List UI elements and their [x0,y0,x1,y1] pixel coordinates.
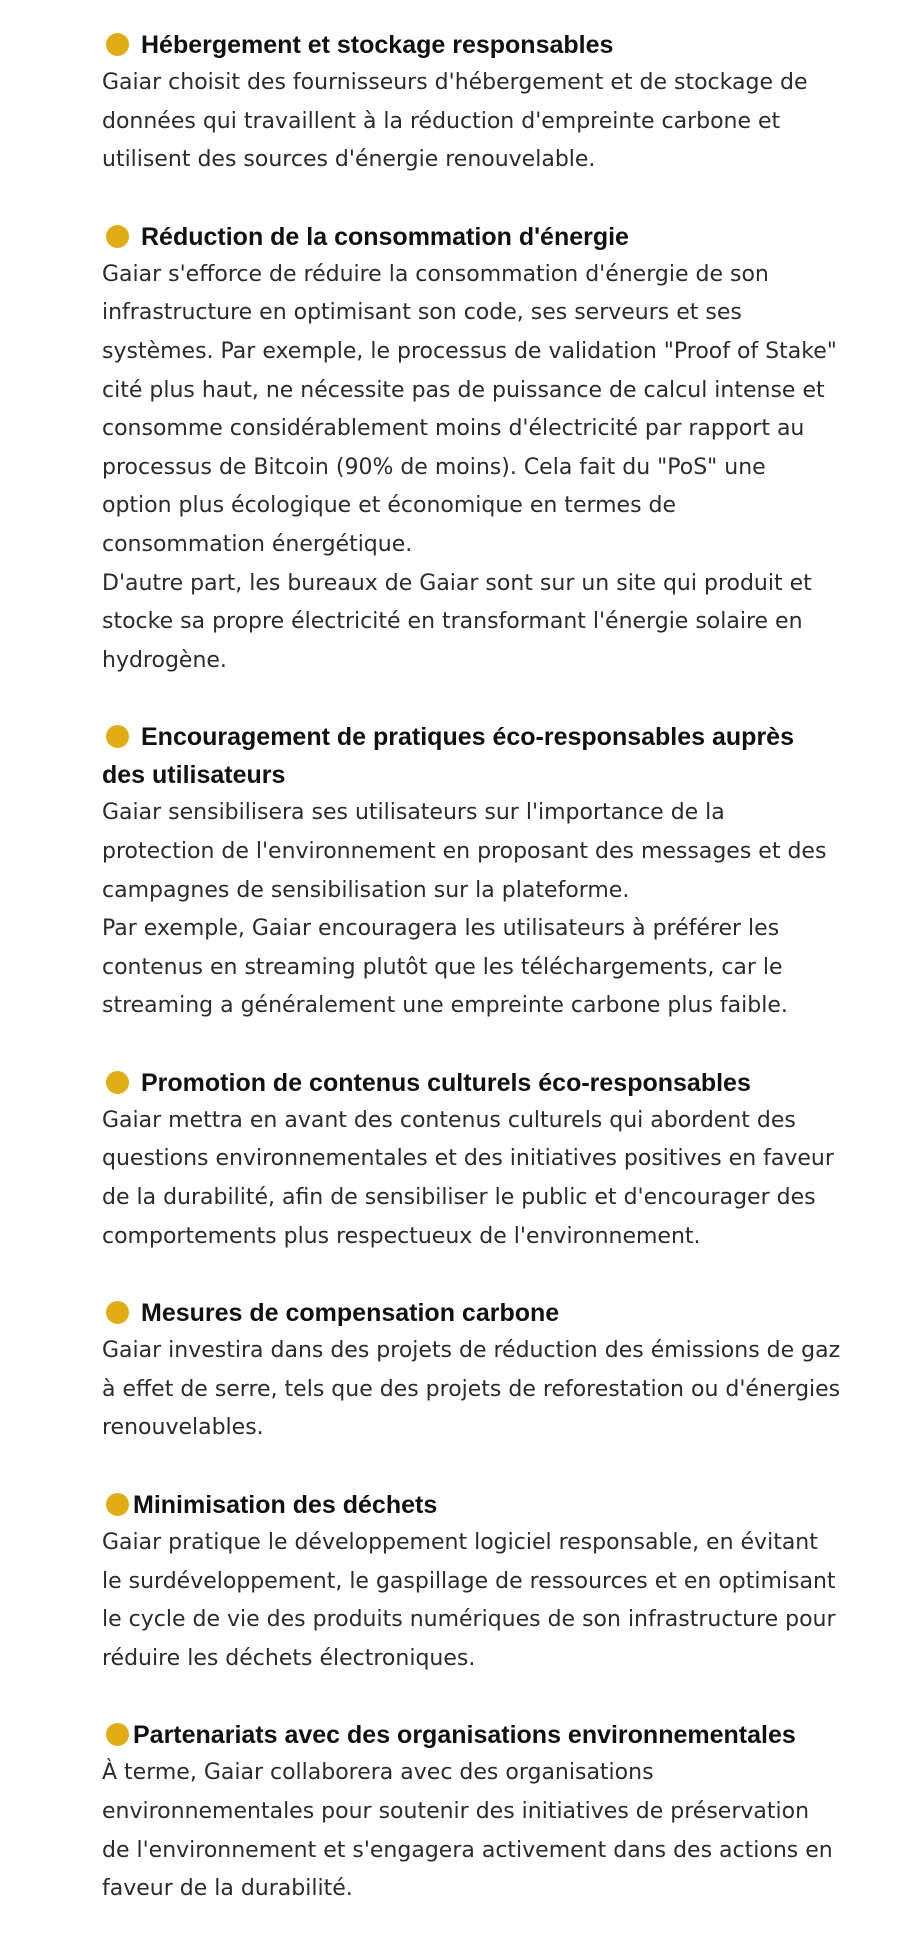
section-paragraph: Gaiar choisit des fournisseurs d'hébergement et de stockage de données qui travaillent à la réduction d'empreinte carbone et utilisent des sources d'énergie renouvelable. [102,70,808,173]
section-paragraph: Gaiar investira dans des projets de réduction des émissions de gaz à effet de serre, tels que des projets de reforestation ou d'énergies renouvelables. [102,1338,841,1441]
section-heading [102,218,842,256]
section-heading [102,1486,842,1524]
section-heading [102,1716,842,1754]
section-heading-text: Encouragement de pratiques éco-responsables auprès des utilisateurs [102,723,794,790]
section-paragraph: Gaiar pratique le développement logiciel responsable, en évitant le surdéveloppement, le gaspillage de ressources et en optimisant le cycle de vie des produits numériques de son infrastructure pour réduire les déchets électroniques. [102,1530,836,1671]
section-paragraph: Gaiar sensibilisera ses utilisateurs sur l'importance de la protection de l'environnement en proposant des messages et des campagnes de sensibilisation sur la plateforme. [102,800,827,903]
section-paragraph: D'autre part, les bureaux de Gaiar sont sur un site qui produit et stocke sa propre électricité en transformant l'énergie solaire en hydrogène. [102,570,812,673]
bullet-dot-icon [106,1071,129,1094]
section-heading-text: Réduction de la consommation d'énergie [141,222,629,251]
section-eco-practices [102,718,842,1026]
section-carbon-offset [102,1294,842,1448]
section-cultural-content [102,1064,842,1256]
document-body [102,26,842,1947]
section-paragraph: Gaiar s'efforce de réduire la consommation d'énergie de son infrastructure en optimisant son code, ses serveurs et ses systèmes. Par exemple, le processus de validation "Proof of Stake" cité plus haut, ne nécessite pas de puissance de calcul intense et consomme considérablement moins d'électricité par rapport au processus de Bitcoin (90% de moins). Cela fait du "PoS" une option plus écologique et économique en termes de consommation énergétique. [102,261,837,557]
bullet-dot-icon [106,33,129,56]
section-paragraph: Gaiar mettra en avant des contenus culturels qui abordent des questions environnementales et des initiatives positives en faveur de la durabilité, afin de sensibiliser le public et d'encourager des comportements plus respectueux de l'environnement. [102,1107,834,1249]
section-paragraph: Par exemple, Gaiar encouragera les utilisateurs à préférer les contenus en streaming plutôt que les téléchargements, car le streaming a généralement une empreinte carbone plus faible. [102,916,788,1019]
bullet-dot-icon [106,725,129,748]
bullet-dot-icon [106,1301,129,1324]
bullet-dot-icon [106,1723,129,1746]
section-heading-text: Promotion de contenus culturels éco-responsables [141,1068,751,1097]
section-heading [102,1294,842,1332]
section-heading-text: Hébergement et stockage responsables [141,31,614,59]
section-heading-text: Mesures de compensation carbone [141,1299,560,1328]
section-partnerships [102,1716,842,1908]
bullet-dot-icon [106,225,129,248]
section-energy [102,218,842,681]
section-paragraph: À terme, Gaiar collaborera avec des organisations environnementales pour soutenir des initiatives de préservation de l'environnement et s'engagera activement dans des actions en faveur de la durabilité. [102,1760,833,1902]
section-waste [102,1486,842,1678]
section-heading [102,26,842,64]
section-heading-text: Partenariats avec des organisations environnementales [133,1721,796,1750]
bullet-dot-icon [106,1493,129,1516]
section-hosting [102,26,842,180]
section-heading-text: Minimisation des déchets [133,1491,438,1520]
section-heading [102,718,842,794]
section-heading [102,1064,842,1102]
